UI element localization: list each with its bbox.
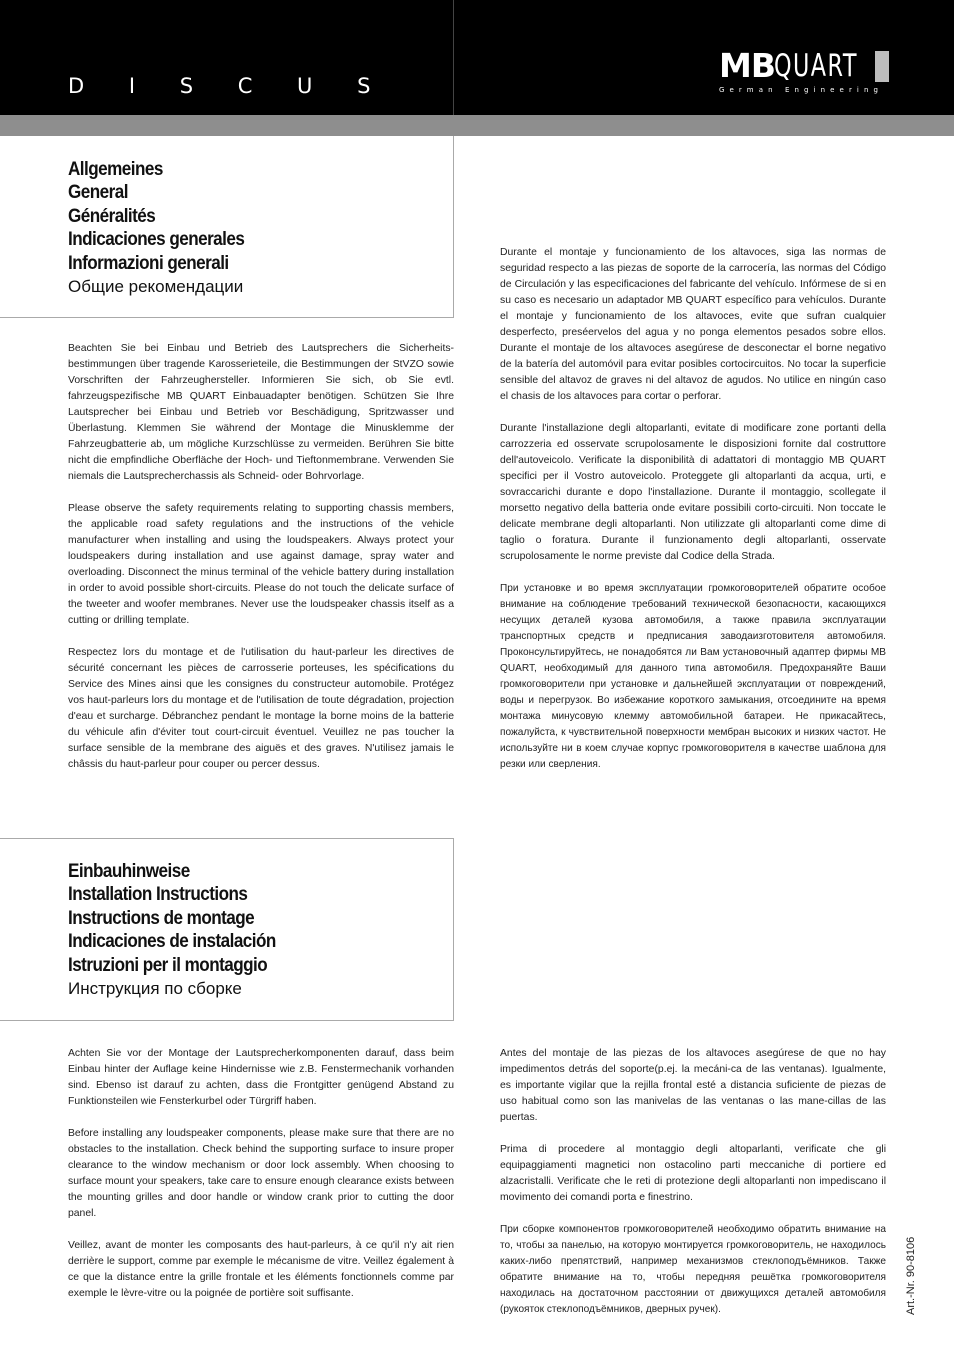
paragraph-ru: При установке и во время эксплуатации громкоговорителей обратите особое внимание на соблюдение требований технической безопасности, касающихся несущих деталей кузова автомобиля, а также правила эксплуатации транспортных средств и предписания заводаизготовителя автомобиля. Проконсультируйтесь, не понадобятся ли Вам установочный адаптер фирмы MB QUART, необходимый для данного типа автомобиля. Предохраняйте Ваши громкоговорители при установке и дальнейшей эксплуатации от повреждений, воды и перегрузок. Во избежание короткого замыкания, отсоедините на время монтажа минусовую клемму автомобильной батареи. Не прикасайтесь, пожалуйста, к чувствительной поверхности мембран высоких и низких частот. Не используйте ни в коем случае корпус громкоговорителя в качестве шаблона для резки или сверления. bbox=[500, 583, 886, 770]
heading-it: Informazioni generali bbox=[68, 252, 229, 274]
paragraph-en: Before installing any loudspeaker components, please make sure that there are no obstacles to the installation. Check behind the supporting surface to insure proper clearance to the window mechanism or door lock assembly. When choosing to surface mount your speakers, take care to ensure enough clearance exists between the mounting grilles and door handle or window crank prior to cutting the door panel. bbox=[68, 1128, 454, 1219]
paragraph-fr: Respectez lors du montage et de l'utilisation du haut-parleur les directives de sécurité concernant les pièces de carrosserie porteuses, les spécifications du Service des Mines ainsi que les consignes du constructeur automobile. Protégez vos haut-parleurs lors du montage et de l'utilisation de toute dégradation, projection d'eau et surcharge. Débranchez pendant le montage la borne moins de la batterie du véhicule afin d'éviter tout court-circuit éventuel. Veuillez ne pas toucher la surface sensible de la membrane des aiguës et des graves. N'utilisez jamais le châssis du haut-parleur pour couper ou percer dessus. bbox=[68, 647, 454, 770]
logo-brand-light: QUART bbox=[774, 48, 858, 84]
paragraph-ru: При сборке компонентов громкоговорителей необходимо обратить внимание на то, чтобы за панелью, на которую монтируется громкоговоритель, не находилось каких-либо препятствий, например механизмов стеклоподъёмников. Также обратите внимание на то, чтобы передняя решётка громкоговорителя находилась на достаточном расстоянии от движущихся деталей автомобиля (рукояток стеклоподъёмников, дверных ручек). bbox=[500, 1224, 886, 1315]
general-headings bbox=[68, 158, 264, 298]
heading-ru: Инструкция по сборке bbox=[68, 979, 242, 999]
paragraph-es: Antes del montaje de las piezas de los altavoces asegúrese de que no hay impedimentos detrás del soporte(p.ej. la mecáni-ca de las ventanas). Igualmente, es importante vigilar que la rejilla frontal esté a distancia suficiente de piezas de uso habitual como son las manivelas de las ventanas o las mane-cillas de las puertas. bbox=[500, 1048, 886, 1123]
paragraph-it: Prima di procedere al montaggio degli altoparlanti, verificate che gli equipaggiamenti magnetici non ostacolino parti meccaniche di portiere ed alzacristalli. Verificate che le reti di protezione degli altoparlanti non impediscano il movimento dei comandi porta e finestrino. bbox=[500, 1144, 886, 1203]
installation-right-column bbox=[500, 1046, 886, 1334]
heading-ru: Общие рекомендации bbox=[68, 277, 244, 297]
logo-block bbox=[875, 51, 889, 82]
heading-en: Installation Instructions bbox=[68, 884, 248, 906]
paragraph-fr: Veillez, avant de monter les composants des haut-parleurs, à ce qu'il n'y ait rien derrière le support, comme par exemple le mécanisme de vitre. Veillez également à ce que la distance entre la grille frontale et les éléments fonctionnels comme par exemple le lèvre-vitre ou la poignée de portière soit suffisante. bbox=[68, 1240, 454, 1299]
heading-fr: Instructions de montage bbox=[68, 907, 255, 929]
general-left-column bbox=[68, 341, 454, 789]
logo-brand-bold: MB bbox=[719, 46, 775, 85]
logo-tagline: German Engineering bbox=[719, 86, 884, 94]
grey-band bbox=[0, 115, 954, 136]
paragraph-en: Please observe the safety requirements relating to supporting chassis members, the applicable road safety regulations and the instructions of the vehicle manufacturer when installing and using the loudspeakers. Always protect your loudspeakers during installation and use against damage, spray water and overloading. Disconnect the minus terminal of the vehicle battery during installation in order to avoid possible short-circuits. Please do not touch the delicate surface of the tweeter and woofer membranes. Never use the loudspeaker chassis itself as a cutting or drilling template. bbox=[68, 503, 454, 626]
header-divider bbox=[453, 0, 454, 115]
general-right-column bbox=[500, 245, 886, 789]
product-title: D I S C U S bbox=[68, 74, 390, 98]
heading-de: Einbauhinweise bbox=[68, 861, 190, 882]
header-bar bbox=[0, 0, 954, 115]
article-number: Art.-Nr. 90-8106 bbox=[905, 1236, 917, 1315]
heading-it: Istruzioni per il montaggio bbox=[68, 954, 268, 976]
paragraph-de: Achten Sie vor der Montage der Lautsprecherkomponenten darauf, dass beim Einbau hinter der Auflage keine Hindernisse wie z.B. Fenstermechanik vorhanden sind. Ebenso ist darauf zu achten, dass die Frontgitter genügend Abstand zu Funktionsteilen wie Fensterkurbel oder Türgriff haben. bbox=[68, 1048, 454, 1107]
mb-quart-logo bbox=[719, 48, 891, 98]
heading-es: Indicaciones generales bbox=[68, 229, 245, 251]
installation-headings bbox=[68, 860, 299, 1000]
heading-es: Indicaciones de instalación bbox=[68, 931, 276, 953]
paragraph-de: Beachten Sie bei Einbau und Betrieb des Lautsprechers die Sicherheits-bestimmungen über tragende Karosserieteile, die Bestimmungen der StVZO sowie Vorschriften der Fahrzeughersteller. Informieren Sie sich, ob Sie evtl. fahrzeugspezifische MB QUART Einbauadapter benötigen. Schützen Sie Ihre Lautsprecher bei Einbau und Betrieb vor Beschädigung, Spritzwasser und Überlastung. Klemmen Sie während der Montage die Minusklemme der Fahrzeugbatterie ab, um mögliche Kurzschlüsse zu vermeiden. Berühren Sie bitte nicht die empfindliche Oberfläche der Hoch- und Tieftonmembrane. Verwenden Sie niemals die Lautsprecherchassis als Schneid- oder Bohrvorlage. bbox=[68, 343, 454, 482]
heading-fr: Généralités bbox=[68, 205, 156, 227]
heading-de: Allgemeines bbox=[68, 159, 163, 180]
paragraph-it: Durante l'installazione degli altoparlanti, evitate di modificare zone portanti della carrozzeria ed osservate scrupolosamente le disposizioni fornite dal costruttore dell'autoveicolo. Verificate la disponibilità di adattatori di montaggio MB QUART specifici per il Vostro autoveicolo. Proteggete gli altoparlanti da acqua, urti, e sovraccarichi durante e dopo l'installazione. Durante il montaggio, scollegate il morsetto negativo della batteria onde evitare possibili corto-circuiti. Non toccate le delicate membrane degli altoparlanti. Non utilizzate gli altoparlanti come dime di taglio o foratura. Durante il funzionamento degli altoparlanti, osservate scrupolosamente le norme previste dal Codice della Strada. bbox=[500, 423, 886, 562]
heading-en: General bbox=[68, 182, 128, 204]
paragraph-es: Durante el montaje y funcionamiento de los altavoces, siga las normas de seguridad respecto a las piezas de soporte de la carrocería, las normas del Código de Circulación y las especificaciones del fabricante del vehículo. Infórmese de si en su caso es necesario un adaptador MB QUART específico para vehículos. Durante el montaje y funcionamiento de los altavoces, evite que sufran cualquier desperfecto, preséervelos del agua y no ponga elementos pesados sobre ellos. Durante el montaje de los altavoces asegúrese de desconectar el borne negativo de la batería del automóvil para evitar posibles cortocircuitos. No tocar la superficie sensible del altavoz de graves ni del altavoz de agudos. No utilice en ningún caso el chasis de los altavoces para cortar o perforar. bbox=[500, 247, 886, 402]
installation-left-column bbox=[68, 1046, 454, 1318]
